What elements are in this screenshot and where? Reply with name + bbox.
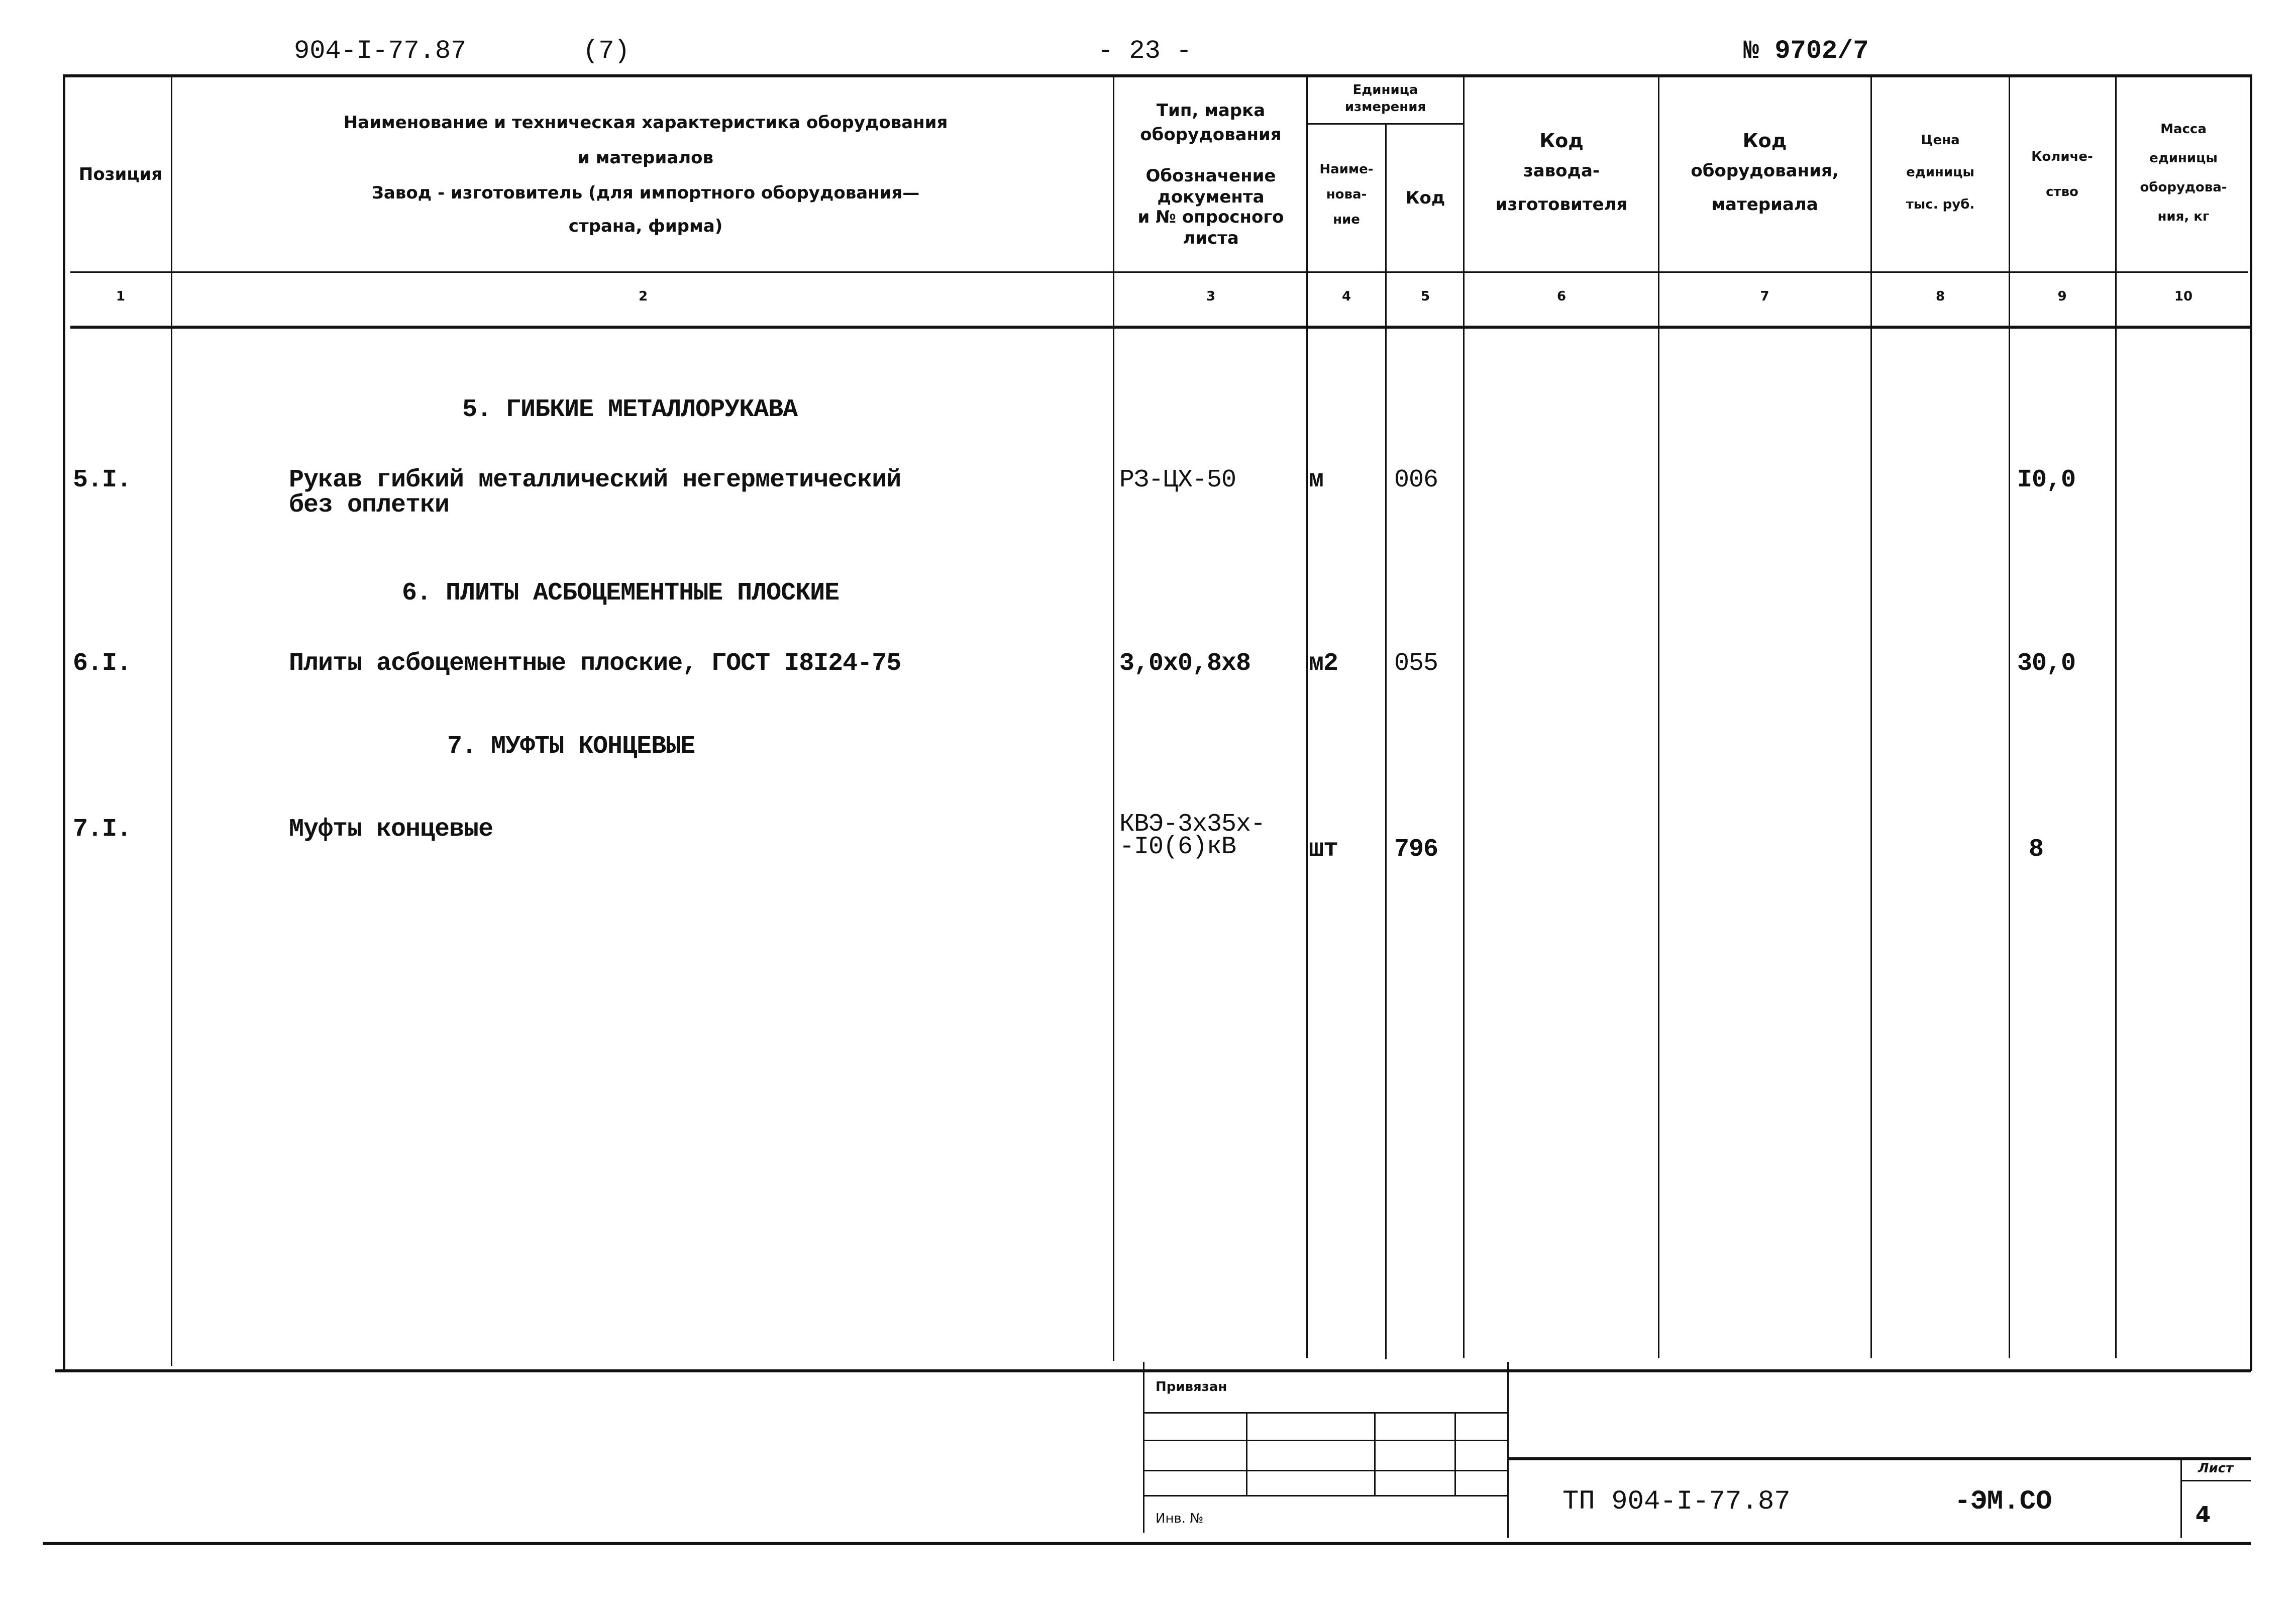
sheet-mark: (7) — [583, 36, 630, 66]
header-bottom-border — [70, 326, 2251, 329]
header-unit-group-line1: Единица — [1352, 82, 1418, 97]
table-left-border — [63, 74, 65, 1371]
stamp-divider-b — [1507, 1362, 1509, 1538]
header-factory-code-line3: изготовителя — [1495, 194, 1628, 215]
stamp-attached-label: Привязан — [1156, 1379, 1227, 1394]
header-unit-code: Код — [1405, 188, 1445, 208]
row-position: 5.I. — [73, 466, 132, 494]
table-top-border — [63, 74, 2251, 77]
header-equipment-code-line1: Код — [1742, 130, 1787, 152]
header-quantity-line1: Количе- — [2031, 149, 2093, 164]
header-equipment-code-line3: материала — [1711, 194, 1818, 215]
column-number-6: 6 — [1556, 289, 1567, 304]
stamp-inventory-label: Инв. № — [1156, 1511, 1204, 1526]
row-quantity: I0,0 — [2017, 466, 2076, 494]
column-number-4: 4 — [1341, 289, 1351, 304]
table-right-border — [2250, 74, 2252, 1371]
header-mass-line4: ния, кг — [2157, 209, 2210, 224]
stamp-divider-a — [1143, 1362, 1144, 1533]
row-type: РЗ-ЦХ-50 — [1119, 466, 1236, 494]
column-number-2: 2 — [638, 289, 648, 304]
stamp-sheet-rule — [2180, 1480, 2251, 1481]
header-type-line1: Тип, марка — [1156, 101, 1266, 121]
album-number: № 9702/7 — [1743, 36, 1869, 66]
row-type: КВЭ-3х35х- — [1119, 810, 1266, 839]
row-position: 6.I. — [73, 649, 132, 678]
column-number-7: 7 — [1760, 289, 1769, 304]
row-position: 7.I. — [73, 815, 132, 844]
col-divider-8 — [2009, 74, 2010, 1358]
header-position: Позиция — [78, 164, 163, 184]
stamp-designation-rule — [1507, 1457, 2251, 1460]
header-type-line2: оборудования — [1140, 125, 1282, 145]
stamp-grid-col2 — [1374, 1412, 1376, 1495]
header-mass-line2: единицы — [2149, 151, 2218, 166]
header-unit-name-line2: нова- — [1326, 187, 1367, 202]
stamp-grid-line3 — [1143, 1470, 1507, 1471]
stamp-doc-designation: ТП 904-I-77.87 — [1562, 1486, 1791, 1517]
col-divider-9 — [2115, 74, 2117, 1358]
header-name-line2: и материалов — [577, 148, 714, 168]
stamp-grid-line2 — [1143, 1440, 1507, 1441]
document-code: 904-I-77.87 — [294, 36, 467, 66]
header-factory-code-line2: завода- — [1523, 161, 1600, 181]
row-type-line2: -I0(6)кВ — [1119, 833, 1236, 861]
row-unit: м2 — [1309, 649, 1338, 678]
header-name-line1: Наименование и техническая характеристика оборудования — [343, 113, 948, 133]
column-number-5: 5 — [1420, 289, 1430, 304]
stamp-sheet-number: 4 — [2195, 1502, 2211, 1528]
header-mass-line1: Масса — [2160, 122, 2207, 137]
row-unit: м — [1309, 466, 1324, 494]
header-quantity-line2: ство — [2046, 184, 2078, 199]
col-divider-6 — [1658, 74, 1659, 1358]
row-name-line1: Муфты концевые — [289, 815, 493, 844]
header-factory-code-line1: Код — [1539, 130, 1584, 152]
row-name-line2: без оплетки — [289, 491, 450, 520]
col-divider-3 — [1306, 74, 1308, 1358]
stamp-grid-line4 — [1143, 1495, 1507, 1496]
header-type-line6: листа — [1183, 228, 1239, 248]
stamp-grid-col1 — [1246, 1412, 1247, 1495]
header-unit-name-line3: ние — [1333, 212, 1360, 227]
column-number-1: 1 — [116, 289, 126, 304]
row-unit-code: 796 — [1394, 835, 1438, 864]
stamp-grid-line1 — [1143, 1412, 1507, 1414]
column-number-3: 3 — [1206, 289, 1216, 304]
row-name-line1: Плиты асбоцементные плоские, ГОСТ I8I24-75 — [289, 649, 901, 678]
column-number-10: 10 — [2174, 289, 2193, 304]
row-unit: шт — [1309, 835, 1338, 864]
header-mass-line3: оборудова- — [2140, 180, 2227, 195]
section-title: 5. ГИБКИЕ МЕТАЛЛОРУКАВА — [462, 395, 798, 424]
header-type-line3: Обозначение — [1145, 166, 1276, 186]
row-quantity: 8 — [2029, 835, 2044, 864]
section-title: 6. ПЛИТЫ АСБОЦЕМЕНТНЫЕ ПЛОСКИЕ — [402, 579, 840, 608]
header-unit-name-line1: Наиме- — [1319, 162, 1374, 177]
page-number: - 23 - — [1098, 36, 1192, 66]
header-type-line5: и № опросного — [1137, 207, 1284, 227]
header-unit-group-line2: измерения — [1344, 99, 1426, 115]
header-price-line3: тыс. руб. — [1906, 197, 1975, 212]
col-divider-4 — [1385, 123, 1387, 1359]
stamp-grid-col3 — [1454, 1412, 1456, 1495]
stamp-sheet-divider — [2180, 1457, 2182, 1538]
stamp-doc-suffix: -ЭМ.СО — [1954, 1486, 2052, 1517]
row-name-line1: Рукав гибкий металлический негерметический — [289, 466, 901, 494]
unit-group-rule — [1306, 123, 1463, 125]
col-divider-2 — [1113, 74, 1114, 1361]
row-quantity: 30,0 — [2017, 649, 2076, 678]
row-unit-code: 055 — [1394, 649, 1438, 678]
header-name-line3: Завод - изготовитель (для импортного оборудования— — [371, 183, 920, 203]
section-title: 7. МУФТЫ КОНЦЕВЫЕ — [447, 732, 695, 761]
stamp-bottom-border — [43, 1542, 2251, 1545]
row-type: 3,0x0,8x8 — [1119, 649, 1251, 678]
col-divider-1 — [171, 74, 172, 1366]
header-equipment-code-line2: оборудования, — [1691, 161, 1839, 181]
column-number-8: 8 — [1935, 289, 1945, 304]
stamp-top-border — [55, 1369, 2251, 1372]
header-price-line1: Цена — [1921, 133, 1960, 148]
header-type-line4: документа — [1157, 187, 1265, 207]
header-price-line2: единицы — [1906, 165, 1974, 180]
stamp-sheet-label: Лист — [2198, 1461, 2234, 1476]
header-rule — [70, 271, 2248, 273]
col-divider-7 — [1870, 74, 1872, 1358]
col-divider-5 — [1463, 74, 1465, 1358]
header-name-line4: страна, фирма) — [568, 216, 723, 236]
column-number-9: 9 — [2057, 289, 2067, 304]
row-unit-code: 006 — [1394, 466, 1438, 494]
